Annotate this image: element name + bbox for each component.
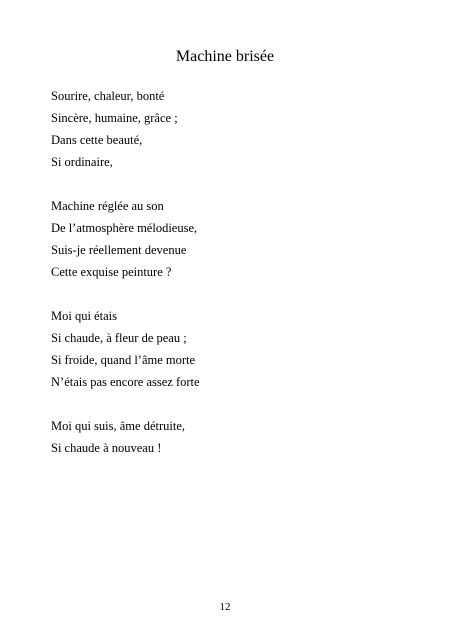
poem-line: Cette exquise peinture ? (51, 265, 172, 279)
poem-line: Moi qui suis, âme détruite, (51, 419, 186, 433)
poem-line: Sincère, humaine, grâce ; (51, 111, 178, 125)
poem-title: Machine brisée (175, 48, 275, 65)
stanza-1 (51, 85, 411, 173)
poem-line: Sourire, chaleur, bonté (51, 89, 165, 103)
poem-body (51, 85, 411, 481)
poem-line: Si froide, quand l’âme morte (51, 353, 196, 367)
page-number: 12 (219, 601, 231, 613)
poem-line: Dans cette beauté, (51, 133, 143, 147)
poem-line: Si chaude, à fleur de peau ; (51, 331, 187, 345)
stanza-3 (51, 305, 411, 393)
poem-line: N’étais pas encore assez forte (51, 375, 200, 389)
poem-line: Machine réglée au son (51, 199, 164, 213)
poem-line: Moi qui étais (51, 309, 117, 323)
poem-line: De l’atmosphère mélodieuse, (51, 221, 198, 235)
poem-line: Si chaude à nouveau ! (51, 441, 162, 455)
poem-line: Si ordinaire, (51, 155, 113, 169)
stanza-4 (51, 415, 411, 459)
poem-line: Suis-je réellement devenue (51, 243, 187, 257)
stanza-2 (51, 195, 411, 283)
